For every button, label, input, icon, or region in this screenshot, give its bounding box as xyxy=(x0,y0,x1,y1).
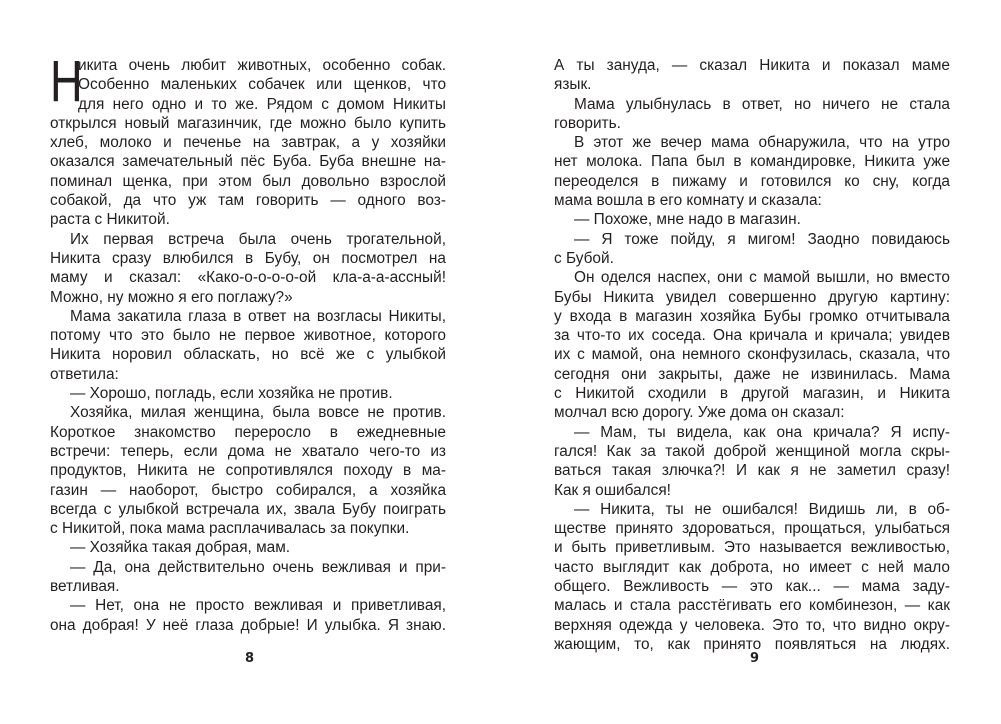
text-line: и быть приветливым. Это называется вежливостью, xyxy=(554,539,950,557)
text-line: Короткое знакомство переросло в ежедневные xyxy=(50,423,446,441)
text-line: малась и стала расстёгивать его комбинезон, — как xyxy=(554,597,950,615)
drop-cap: Н xyxy=(50,49,83,114)
text-line: Мама закатила глаза в ответ на возгласы Никиты, xyxy=(70,307,446,325)
text-line: она добрая! У неё глаза добрые! И улыбка. Я знаю. xyxy=(50,616,446,634)
right-page xyxy=(554,56,950,654)
text-line: Хозяйка, милая женщина, была вовсе не против. xyxy=(70,404,446,422)
text-line: — Похоже, мне надо в магазин. xyxy=(574,211,801,229)
text-line: Бубы Никита увидел совершенно другую картину: xyxy=(554,288,950,306)
text-line: общего. Вежливость — это как... — мама заду- xyxy=(554,578,950,596)
text-line: верхняя одежда у человека. Это то, что видно окру- xyxy=(554,616,950,634)
text-line: Как я ошибался! xyxy=(554,481,671,499)
text-line: открылся новый магазинчик, где можно было купить xyxy=(50,114,446,132)
text-line: поминал щенка, при этом был довольно взрослой xyxy=(50,172,446,190)
text-line: газин — наоборот, быстро собирался, а хозяйка xyxy=(50,481,446,499)
right-page-body xyxy=(554,56,950,654)
text-line: их с мамой, она немного сконфузилась, сказала, что xyxy=(554,346,950,364)
text-line: Никита сразу влюбился в Бубу, он посмотрел на xyxy=(50,249,446,267)
text-line: Мама улыбнулась в ответ, но ничего не стала xyxy=(574,95,950,113)
text-line: говорить. xyxy=(554,114,621,132)
text-line: жающим, то, как принято появляться на людях. xyxy=(554,635,950,653)
text-line: всегда с улыбкой встречала их, звала Бубу поиграть xyxy=(50,500,446,518)
text-line: встречи: теперь, если дома не хватало чего-то из xyxy=(50,442,446,460)
text-line: с Никитой, пока мама расплачивалась за покупки. xyxy=(50,520,410,538)
text-line: часто выглядит как доброта, но имеет с ней мало xyxy=(554,558,950,576)
text-line: для него одно и то же. Рядом с домом Никиты xyxy=(78,95,446,113)
text-line: ществе принято здороваться, прощаться, улыбаться xyxy=(554,520,950,538)
text-line: ответила: xyxy=(50,365,119,383)
page-number-left: 8 xyxy=(245,651,255,666)
text-line: мама вошла в его комнату и сказала: xyxy=(554,192,822,210)
text-line: — Да, она действительно очень вежливая и при- xyxy=(70,558,446,576)
text-line: потому что это было не первое животное, которого xyxy=(50,327,446,345)
text-line: Их первая встреча была очень трогательной, xyxy=(70,230,446,248)
text-line: икита очень любит животных, особенно собак. xyxy=(78,57,446,74)
text-line: раста с Никитой. xyxy=(50,211,170,229)
text-line: ветливая. xyxy=(50,578,120,596)
text-line: — Я тоже пойду, я мигом! Заодно повидаюсь xyxy=(574,230,950,248)
text-line: собакой, да что уж там говорить — одного воз- xyxy=(50,192,446,210)
text-line: язык. xyxy=(554,76,592,94)
left-page-body xyxy=(50,114,446,635)
text-line: с Бубой. xyxy=(554,249,614,267)
text-line: гался! Как за такой доброй женщиной могла скры- xyxy=(554,442,950,460)
text-line: — Хозяйка такая добрая, мам. xyxy=(70,539,291,557)
text-line: оказался замечательный пёс Буба. Буба внешне на- xyxy=(50,153,446,171)
text-line: Он оделся наспех, они с мамой вышли, но вместо xyxy=(574,269,950,287)
text-line: молчал всю дорогу. Уже дома он сказал: xyxy=(554,404,845,422)
text-line: хлеб, молоко и печенье на завтрак, а у хозяйки xyxy=(50,134,446,152)
text-line: Можно, ну можно я его поглажу?» xyxy=(50,288,293,306)
text-line: переоделся в пижаму и готовился ко сну, когда xyxy=(554,172,950,190)
text-line: маму и сказал: «Како-о-о-о-о-ой кла-а-а-ассный! xyxy=(50,269,446,287)
text-line: с Никитой сходили в другой магазин, и Никита xyxy=(554,385,950,403)
text-line: нет молока. Папа был в командировке, Никита уже xyxy=(554,153,950,171)
text-line: у входа в магазин хозяйка Бубы громко отчитывала xyxy=(554,307,950,325)
text-line: — Нет, она не просто вежливая и приветливая, xyxy=(70,597,446,615)
text-line: — Хорошо, погладь, если хозяйка не против. xyxy=(70,385,393,403)
text-line: Особенно маленьких собачек или щенков, что xyxy=(78,76,446,94)
text-line: В этот же вечер мама обнаружила, что на утро xyxy=(574,134,950,152)
text-line: за что-то их соседа. Она кричала и кричала; увидев xyxy=(554,327,950,345)
text-line: — Никита, ты не ошибался! Видишь ли, в об- xyxy=(574,500,950,518)
text-line: — Мам, ты видела, как она кричала? Я испу- xyxy=(574,423,950,441)
text-line: Никита норовил обласкать, но всё же с улыбкой xyxy=(50,346,446,364)
text-line: продуктов, Никита не сопротивлялся походу в ма- xyxy=(50,462,446,480)
left-page xyxy=(50,49,446,635)
page-number-right: 9 xyxy=(750,651,760,666)
text-line: А ты зануда, — сказал Никита и показал маме xyxy=(554,57,950,74)
text-line: ваться такая злючка?! И как я не заметил сразу! xyxy=(554,462,950,480)
text-line: сегодня они закрыты, даже не извинилась. Мама xyxy=(554,365,950,383)
